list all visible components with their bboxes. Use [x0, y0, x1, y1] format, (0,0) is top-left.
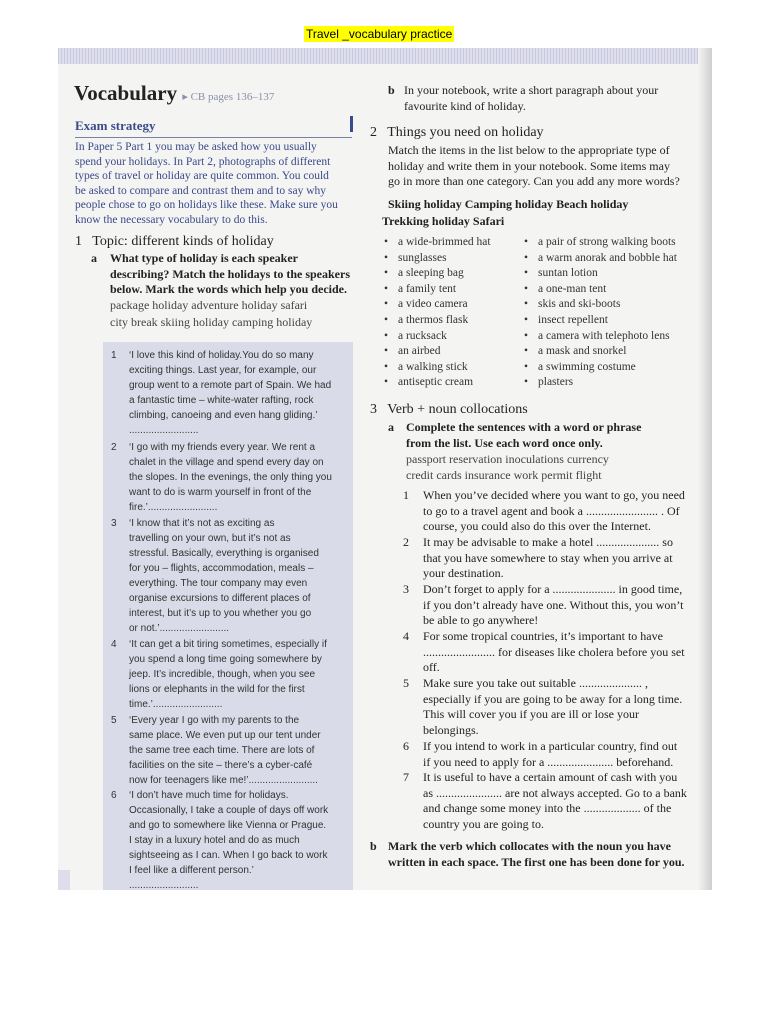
coursebook-reference: ▸ CB pages 136–137 [182, 91, 275, 103]
section-1a-instruction: What type of holiday is each speaker describing? Match the holidays to the speakers below. Mark the words which help you decide. [110, 251, 350, 296]
quote-3: 3 ‘I know that it’s not as exciting as travelling on your own, but it’s not as stressful. Basically, everything is organised for you – flights, accommodation, meals – everything. The tour company may even organise excursions to different places of interest, but it’s up to you whether you go or not.’......................... [111, 518, 319, 634]
section-1b-label: b [388, 83, 395, 97]
list-item: • an airbed [380, 344, 491, 360]
sentence-4: 4 For some tropical countries, it’s important to have ........................ for diseases like cholera before you set off. [403, 629, 685, 675]
list-item: • insect repellent [520, 313, 677, 329]
list-item: • a rucksack [380, 329, 491, 345]
speaker-quotes-box [103, 342, 353, 890]
list-item: • a mask and snorkel [520, 344, 677, 360]
section-1-heading: 1 Topic: different kinds of holiday [75, 234, 274, 249]
list-item: • a thermos flask [380, 313, 491, 329]
section-3b-label: b [370, 839, 377, 853]
sentence-7: 7 It is useful to have a certain amount of cash with you as ...................... are not always accepted. Go to a bank and change some money into the ................... of the country you are going to. [403, 770, 687, 831]
list-item: • a warm anorak and bobble hat [520, 251, 677, 267]
section-3b-instruction: Mark the verb which collocates with the noun you have written in each space. The first one has been done for you. [388, 839, 685, 869]
sentence-3: 3 Don’t forget to apply for a ..................... in good time, if you don’t already have one. Without this, you won’t be able to go anywhere! [403, 582, 684, 628]
holiday-type-options: package holiday adventure holiday safari city break skiing holiday camping holiday [110, 298, 313, 329]
quote-2: 2 ‘I go with my friends every year. We rent a chalet in the village and spend every day on the slopes. In the evenings, the only thing you want to do is warm yourself in front of the fire.’......................... [111, 442, 332, 513]
section-1b-instruction: In your notebook, write a short paragraph about your favourite kind of holiday. [404, 83, 659, 113]
page-heading [74, 81, 274, 106]
sentence-6: 6 If you intend to work in a particular country, find out if you need to apply for a ...................... beforehand. [403, 739, 678, 769]
quote-5: 5 ‘Every year I go with my parents to the same place. We even put up our tent under the same tree each time. There are lots of facilities on the site – there’s a cyber-café now for teenagers like me!’......................... [111, 715, 321, 786]
list-item: • plasters [520, 375, 677, 391]
exam-strategy-text: In Paper 5 Part 1 you may be asked how you usually spend your holidays. In Part 2, photographs of different types of travel or holiday are quite common. You could be asked to compare and contrast them and to say why people chose to go on holidays like these. Make sure you know the necessary vocabulary to do this. [75, 141, 338, 226]
list-item: • suntan lotion [520, 266, 677, 282]
section-3a-instruction: Complete the sentences with a word or phrase from the list. Use each word once only. [406, 420, 642, 450]
sentence-2: 2 It may be advisable to make a hotel ..................... so that you have somewhere to stay when you arrive at your destination. [403, 535, 673, 581]
list-item: • sunglasses [380, 251, 491, 267]
items-list-right [520, 235, 677, 391]
section-3-heading: 3 Verb + noun collocations [370, 402, 528, 417]
section-1a-label: a [91, 251, 97, 265]
list-item: • a one-man tent [520, 282, 677, 298]
exam-strategy-heading: Exam strategy [75, 118, 156, 133]
exam-strategy-marker [350, 116, 353, 132]
list-item: • antiseptic cream [380, 375, 491, 391]
holiday-categories: Skiing holiday Camping holiday Beach holiday Trekking holiday Safari [382, 197, 629, 228]
exam-strategy-rule [75, 137, 352, 138]
sentence-5: 5 Make sure you take out suitable ..................... , especially if you are going to be away for a long time. This will cover you if you are ill or lose your belongings. [403, 676, 683, 737]
section-2-heading: 2 Things you need on holiday [370, 125, 544, 140]
section-3a-label: a [388, 420, 394, 434]
list-item: • a video camera [380, 297, 491, 313]
list-item: • a camera with telephoto lens [520, 329, 677, 345]
top-decorative-bar [58, 48, 712, 64]
page-number-tab [58, 870, 70, 890]
vocabulary-title: Vocabulary [74, 81, 178, 105]
list-item: • a wide-brimmed hat [380, 235, 491, 251]
quote-4: 4 ‘It can get a bit tiring sometimes, especially if you spend a long time going somewhere by jeep. It’s incredible, though, when you see lions or elephants in the wild for the first time.’......................... [111, 639, 327, 710]
list-item: • a walking stick [380, 360, 491, 376]
sentence-1: 1 When you’ve decided where you want to go, you need to go to a travel agent and book a ........................ . Of course, you could also do this over the Internet. [403, 488, 685, 534]
section-2-instruction: Match the items in the list below to the appropriate type of holiday and write them in your notebook. Some items may go in more than one category. Can you add any more words? [388, 143, 680, 188]
list-item: • a pair of strong walking boots [520, 235, 677, 251]
document-title: Travel _vocabulary practice [306, 27, 453, 41]
list-item: • skis and ski-boots [520, 297, 677, 313]
list-item: • a sleeping bag [380, 266, 491, 282]
quote-1: 1 ‘I love this kind of holiday.You do so many exciting things. Last year, for example, our group went to a remote part of Spain. We had a fantastic time – white-water rafting, rock climbing, canoeing and even hang gliding.’ ......................... [111, 350, 332, 436]
scanned-page [58, 48, 712, 890]
quote-6: 6 ‘I don’t have much time for holidays. Occasionally, I take a couple of days off work and go to somewhere like Vienna or Prague. I stay in a luxury hotel and do as much sightseeing as I can. When I go back to work I feel like a different person.’ ......................... [111, 790, 329, 890]
list-item: • a swimming costume [520, 360, 677, 376]
list-item: • a family tent [380, 282, 491, 298]
collocation-word-list: passport reservation inoculations currency credit cards insurance work permit flight [406, 452, 609, 482]
items-list-left [380, 235, 491, 391]
